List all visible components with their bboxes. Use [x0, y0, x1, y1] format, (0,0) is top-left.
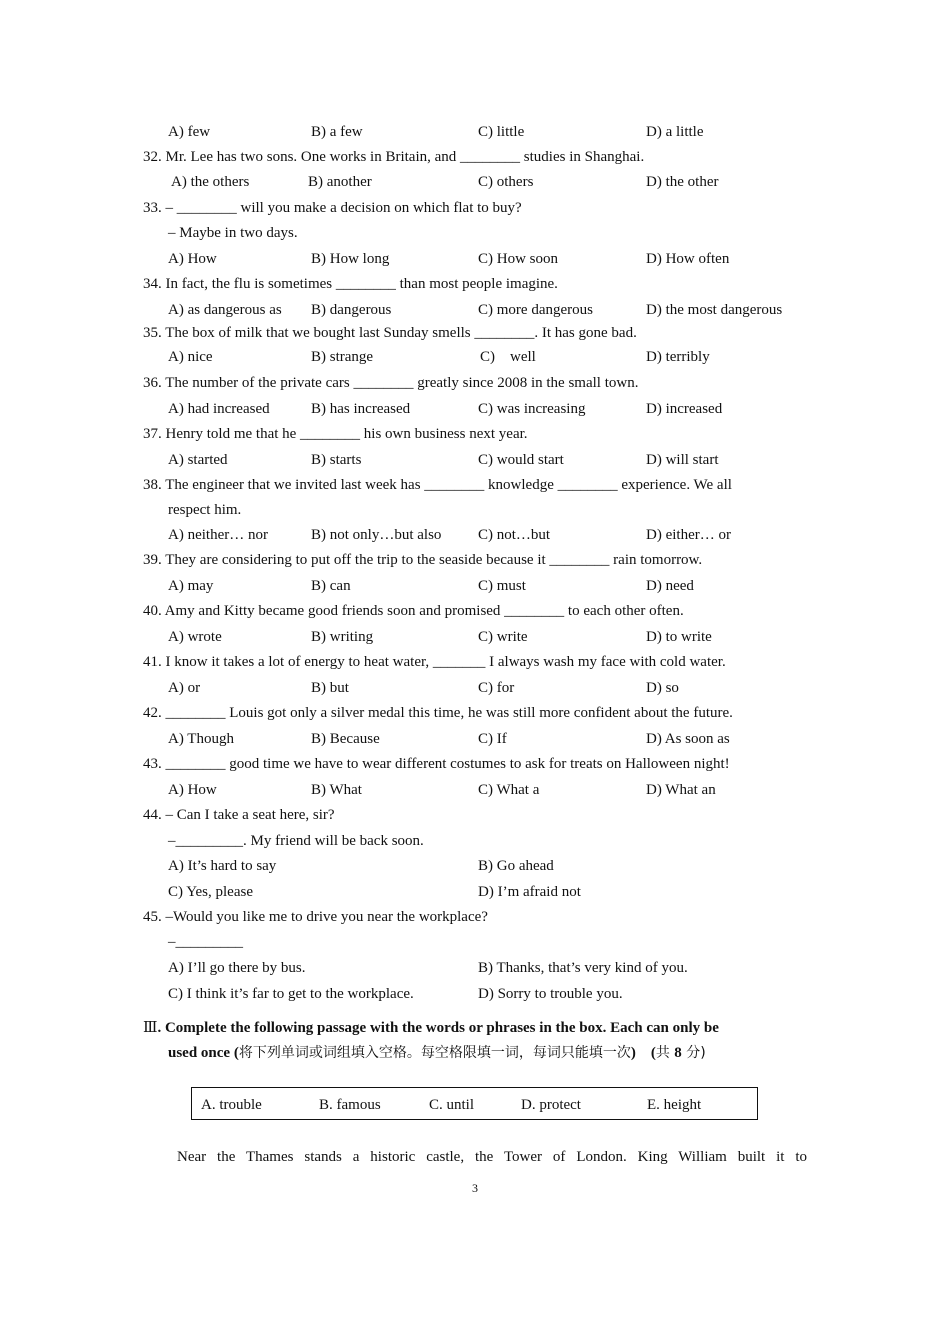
q41-question: 41. I know it takes a lot of energy to heat water, _______ I always wash my face with cold water.: [143, 654, 726, 670]
q41-option-d: D) so: [646, 680, 679, 696]
q44-response: –_________. My friend will be back soon.: [168, 833, 424, 849]
q36-option-c: C) was increasing: [478, 401, 586, 417]
page-number: 3: [472, 1181, 478, 1195]
q39-option-b: B) can: [311, 578, 351, 594]
q36-option-b: B) has increased: [311, 401, 411, 417]
q40-option-b: B) writing: [311, 629, 374, 645]
section-3-heading: [143, 1019, 719, 1037]
q33-option-a: A) How: [168, 251, 217, 267]
q31-option-d: D) a little: [646, 124, 704, 140]
q45-response: –_________: [168, 934, 243, 950]
q41-option-a: A) or: [168, 680, 201, 696]
q35-option-c: C) well: [480, 349, 536, 365]
passage-first-line: Near the Thames stands a historic castle, the Tower of London. King William built it to: [177, 1149, 807, 1165]
q36-question: 36. The number of the private cars ________ greatly since 2008 in the small town.: [143, 375, 639, 391]
q35-option-b: B) strange: [311, 349, 374, 365]
q36-option-d: D) increased: [646, 401, 723, 417]
q42-option-a: A) Though: [168, 731, 234, 747]
q40-option-a: A) wrote: [168, 629, 222, 645]
q32-option-d: D) the other: [646, 174, 719, 190]
q32-option-a: A) the others: [171, 174, 250, 190]
q40-option-d: D) to write: [646, 629, 712, 645]
q41-option-b: B) but: [311, 680, 349, 696]
word-option-a: A. trouble: [201, 1097, 262, 1113]
q42-option-b: B) Because: [311, 731, 380, 747]
q35-question: 35. The box of milk that we bought last Sunday smells ________. It has gone bad.: [143, 325, 637, 341]
word-option-e: E. height: [647, 1097, 702, 1113]
q38-option-a: A) neither… nor: [168, 527, 268, 543]
q37-question: 37. Henry told me that he ________ his own business next year.: [143, 426, 528, 442]
word-box: [191, 1087, 758, 1120]
q45-question: 45. –Would you like me to drive you near the workplace?: [143, 909, 488, 925]
q38-question: 38. The engineer that we invited last week has ________ knowledge ________ experience. We all: [143, 477, 732, 493]
q33-response: – Maybe in two days.: [168, 225, 298, 241]
q45-option-d: D) Sorry to trouble you.: [478, 986, 623, 1002]
q43-option-a: A) How: [168, 782, 217, 798]
q40-question: 40. Amy and Kitty became good friends soon and promised ________ to each other often.: [143, 603, 684, 619]
q38-option-b: B) not only…but also: [311, 527, 442, 543]
section-3-numeral: Ⅲ: [143, 1020, 158, 1036]
q42-option-c: C) If: [478, 731, 507, 747]
q45-option-c: C) I think it’s far to get to the workplace.: [168, 986, 414, 1002]
q44-question: 44. – Can I take a seat here, sir?: [143, 807, 335, 823]
q37-option-b: B) starts: [311, 452, 362, 468]
q38-option-c: C) not…but: [478, 527, 551, 543]
q33-option-d: D) How often: [646, 251, 730, 267]
word-option-d: D. protect: [521, 1097, 581, 1113]
q32-question: 32. Mr. Lee has two sons. One works in Britain, and ________ studies in Shanghai.: [143, 149, 645, 165]
section-3-heading-line2: [168, 1044, 706, 1062]
q33-question: 33. – ________ will you make a decision on which flat to buy?: [143, 200, 522, 216]
section-3-instruction: . Complete the following passage with the words or phrases in the box. Each can only be: [157, 1020, 719, 1036]
q37-option-d: D) will start: [646, 452, 719, 468]
q33-option-c: C) How soon: [478, 251, 559, 267]
q42-option-d: D) As soon as: [646, 731, 730, 747]
q38-question-cont: respect him.: [168, 502, 242, 518]
q34-option-d: D) the most dangerous: [646, 302, 783, 318]
q33-option-b: B) How long: [311, 251, 390, 267]
q35-option-d: D) terribly: [646, 349, 710, 365]
q39-question: 39. They are considering to put off the trip to the seaside because it ________ rain tomorrow.: [143, 552, 703, 568]
q39-option-a: A) may: [168, 578, 214, 594]
q37-option-c: C) would start: [478, 452, 564, 468]
q44-option-d: D) I’m afraid not: [478, 884, 581, 900]
q43-option-b: B) What: [311, 782, 362, 798]
q34-question: 34. In fact, the flu is sometimes ________ than most people imagine.: [143, 276, 558, 292]
q44-option-a: A) It’s hard to say: [168, 858, 277, 874]
q34-option-c: C) more dangerous: [478, 302, 593, 318]
section-3-used-once: used once (: [168, 1045, 239, 1061]
q32-option-c: C) others: [478, 174, 534, 190]
q36-option-a: A) had increased: [168, 401, 270, 417]
q42-question: 42. ________ Louis got only a silver medal this time, he was still more confident about the future.: [143, 705, 733, 721]
q39-option-d: D) need: [646, 578, 694, 594]
q32-option-b: B) another: [308, 174, 372, 190]
q34-option-a: A) as dangerous as: [168, 302, 282, 318]
q43-option-c: C) What a: [478, 782, 540, 798]
section-3-score-unit: 分): [681, 1045, 706, 1061]
q43-option-d: D) What an: [646, 782, 716, 798]
section-3-chinese-instruction: 将下列单词或词组填入空格。每空格限填一词，每词只能填一次: [238, 1045, 631, 1061]
section-3-paren: ) (: [630, 1045, 656, 1061]
q31-option-c: C) little: [478, 124, 525, 140]
section-3-score-label: 共: [655, 1045, 675, 1061]
q41-option-c: C) for: [478, 680, 515, 696]
q31-option-b: B) a few: [311, 124, 363, 140]
q34-option-b: B) dangerous: [311, 302, 392, 318]
q44-option-c: C) Yes, please: [168, 884, 253, 900]
q43-question: 43. ________ good time we have to wear different costumes to ask for treats on Halloween night!: [143, 756, 730, 772]
q35-option-a: A) nice: [168, 349, 213, 365]
q31-option-a: A) few: [168, 124, 211, 140]
q40-option-c: C) write: [478, 629, 528, 645]
word-option-b: B. famous: [319, 1097, 381, 1113]
q45-option-a: A) I’ll go there by bus.: [168, 960, 306, 976]
q39-option-c: C) must: [478, 578, 526, 594]
q44-option-b: B) Go ahead: [478, 858, 554, 874]
q37-option-a: A) started: [168, 452, 228, 468]
q38-option-d: D) either… or: [646, 527, 731, 543]
section-3-score: 8: [674, 1045, 682, 1061]
word-option-c: C. until: [429, 1097, 475, 1113]
q45-option-b: B) Thanks, that’s very kind of you.: [478, 960, 688, 976]
